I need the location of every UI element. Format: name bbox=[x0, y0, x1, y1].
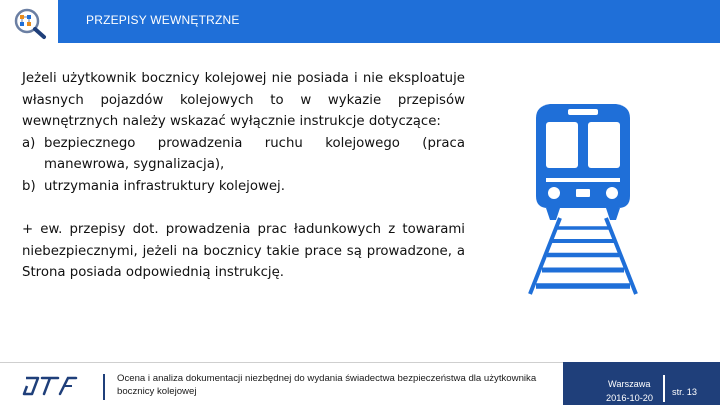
utk-logo-icon bbox=[22, 376, 78, 396]
intro-paragraph: Jeżeli użytkownik bocznicy kolejowej nie posiada i nie eksploatuje własnych pojazdów kolejowych to w wykazie przepisów wewnętrznych należy wskazać wyłącznie instrukcje dotyczące: bbox=[22, 71, 465, 129]
train-on-tracks-icon bbox=[508, 96, 658, 296]
list-marker: b) bbox=[22, 178, 36, 194]
page-title: PRZEPISY WEWNĘTRZNE bbox=[86, 13, 240, 27]
list-marker: a) bbox=[22, 135, 36, 151]
logo-container bbox=[0, 0, 58, 43]
footer-description: Ocena i analiza dokumentacji niezbędnej do wydania świadectwa bezpieczeństwa dla użytkownika bocznicy kolejowej bbox=[117, 373, 537, 397]
list-item bbox=[22, 176, 465, 198]
list-item-text: bezpiecznego prowadzenia ruchu kolejowego (praca manewrowa, sygnalizacja), bbox=[44, 135, 465, 172]
list-item-text: utrzymania infrastruktury kolejowej. bbox=[44, 178, 285, 194]
main-content bbox=[22, 68, 465, 297]
instruction-list bbox=[22, 133, 465, 198]
footer-city: Warszawa bbox=[608, 379, 651, 389]
header-bar bbox=[0, 0, 720, 43]
footer-separator bbox=[103, 374, 105, 400]
footer-date-separator bbox=[663, 375, 665, 402]
page-number: str. 13 bbox=[672, 387, 698, 397]
extra-paragraph: + ew. przepisy dot. prowadzenia prac ładunkowych z towarami niebezpiecznymi, jeżeli na bocznicy takie prace są prowadzone, a Strona posiada odpowiednią instrukcję. bbox=[22, 222, 465, 280]
list-item bbox=[22, 133, 465, 176]
magnifier-network-icon bbox=[12, 6, 48, 40]
footer-date: 2016-10-20 bbox=[606, 393, 653, 403]
